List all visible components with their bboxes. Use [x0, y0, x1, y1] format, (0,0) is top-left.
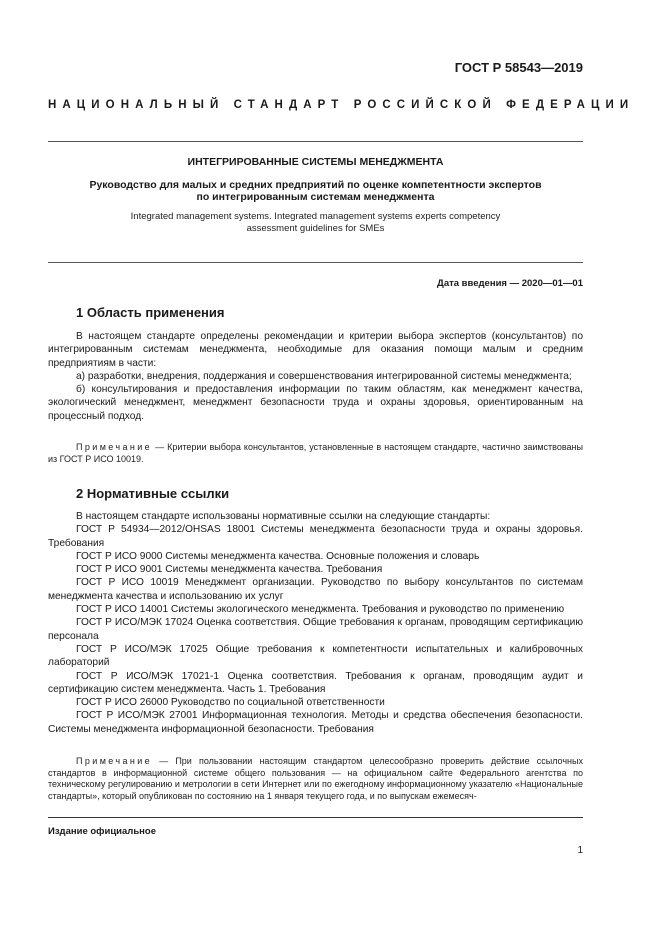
document-title: ИНТЕГРИРОВАННЫЕ СИСТЕМЫ МЕНЕДЖМЕНТА [187, 156, 444, 168]
footer-divider [48, 817, 583, 818]
paragraph: В настоящем стандарте использованы нормативные ссылки на следующие стандарты: [76, 511, 491, 522]
document-subtitle [48, 179, 583, 203]
section-2-heading: 2 Нормативные ссылки [76, 486, 230, 501]
reference-item: ГОСТ Р ИСО 26000 Руководство по социальной ответственности [76, 697, 385, 709]
section-1-note [48, 442, 583, 465]
reference-item: ГОСТ Р ИСО/МЭК 27001 Информационная технология. Методы и средства обеспечения безопасности. Системы менеджмента информационной безопасности. Требования [48, 710, 583, 735]
reference-item: ГОСТ Р ИСО 9000 Системы менеджмента качества. Основные положения и словарь [76, 550, 480, 562]
page-number: 1 [577, 845, 583, 856]
english-title-line-1: Integrated management systems. Integrated management systems experts competency [130, 211, 501, 222]
note-label: Примечание [76, 756, 153, 766]
note-text: — Критерии выбора консультантов, установленные в настоящем стандарте, частично заимствованы из ГОСТ Р ИСО 10019. [48, 442, 583, 464]
national-standard-banner: НАЦИОНАЛЬНЫЙ СТАНДАРТ РОССИЙСКОЙ ФЕДЕРАЦИИ [48, 99, 635, 111]
paragraph: б) консультирования и предоставления информации по таким областям, как менеджмент качества, экологический менеджмент, менеджмент безопасности труда и охраны здоровья, ориентированным на процессный подход. [48, 384, 583, 422]
reference-item: ГОСТ Р 54934—2012/OHSAS 18001 Системы менеджмента безопасности труда и охраны здоровья. Требования [48, 524, 583, 549]
header-divider [48, 141, 583, 142]
title-divider [48, 262, 583, 263]
official-edition-label: Издание официальное [48, 826, 156, 837]
english-title-line-2: assessment guidelines for SMEs [246, 223, 385, 234]
introduction-date: Дата введения — 2020—01—01 [437, 278, 583, 289]
section-1-body [48, 330, 583, 423]
subtitle-line-2: по интегрированным системам менеджмента [196, 191, 435, 203]
standard-id: ГОСТ Р 58543—2019 [454, 60, 583, 75]
reference-item: ГОСТ Р ИСО 9001 Системы менеджмента качества. Требования [76, 564, 383, 576]
english-title [48, 211, 583, 235]
paragraph: В настоящем стандарте определены рекомендации и критерии выбора экспертов (консультантов) по интегрированным системам менеджмента, необходимые для оказания помощи малым и средним предприятиям в части: [48, 331, 583, 369]
section-2-body [48, 510, 583, 736]
subtitle-line-1: Руководство для малых и средних предприятий по оценке компетентности экспертов [89, 179, 542, 191]
reference-item: ГОСТ Р ИСО/МЭК 17025 Общие требования к компетентности испытательных и калибровочных лабораторий [48, 643, 583, 669]
note-text: — При пользовании настоящим стандартом целесообразно проверить действие ссылочных стандартов в информационной системе общего пользования — на официальном сайте Федерального агентства по техническому регулированию и метрологии в сети Интернет или по ежегодному информационному указателю «Национальные стандарты», который опубликован по состоянию на 1 января текущего года, и по выпускам ежемесяч- [48, 756, 583, 801]
reference-item: ГОСТ Р ИСО/МЭК 17024 Оценка соответствия. Общие требования к органам, проводящим сертификацию персонала [48, 617, 583, 642]
paragraph: а) разработки, внедрения, поддержания и совершенствования интегрированной системы менеджмента; [76, 370, 572, 382]
reference-item: ГОСТ Р ИСО/МЭК 17021-1 Оценка соответствия. Требования к органам, проводящим аудит и сертификацию систем менеджмента. Часть 1. Требования [48, 670, 583, 695]
reference-item: ГОСТ Р ИСО 14001 Системы экологического менеджмента. Требования и руководство по применению [76, 604, 565, 616]
note-label: Примечание [76, 442, 153, 452]
reference-item: ГОСТ Р ИСО 10019 Менеджмент организации. Руководство по выбору консультантов по системам менеджмента качества и использованию их услуг [48, 577, 583, 602]
section-1-heading: 1 Область применения [76, 305, 225, 320]
section-2-note [48, 756, 583, 802]
